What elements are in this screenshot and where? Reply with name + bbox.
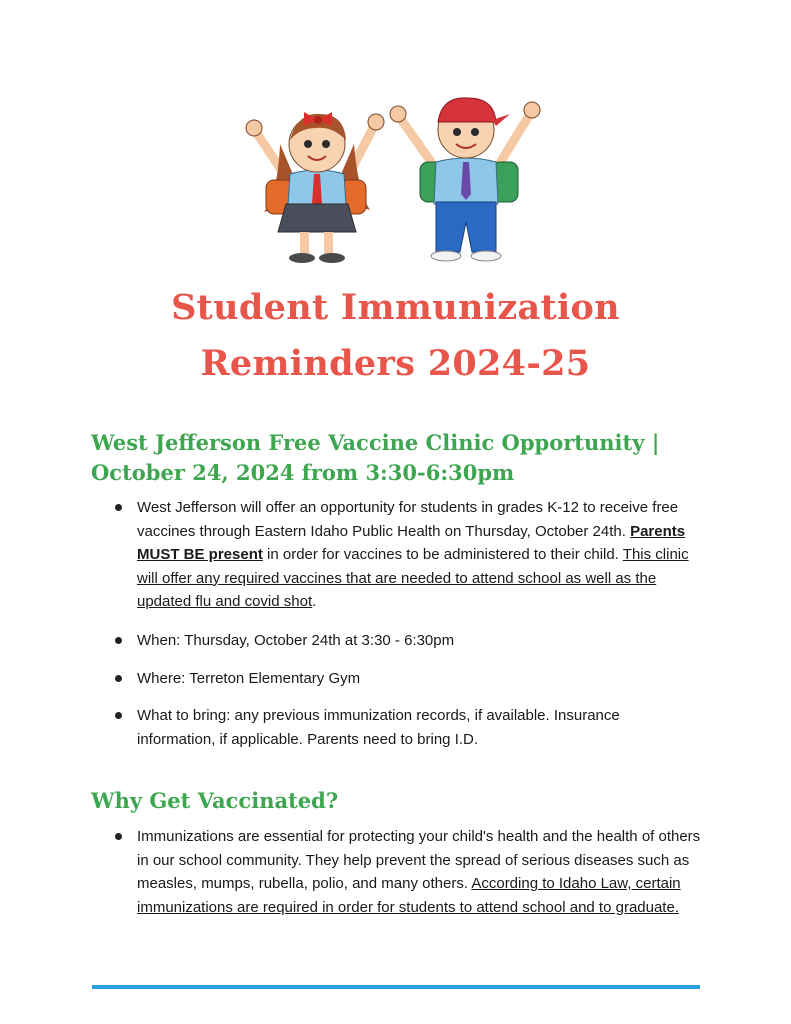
page-title-line-2: Reminders 2024-25 [200,343,591,384]
idaho-law-underlined: According to Idaho Law, certain immunizations are required in order for students to attend school and to graduate. [137,875,681,916]
why-text: Immunizations are essential for protecting your child's health and the health of others in our school community. They help prevent the spread of serious diseases such as measles, mumps, rubella, polio, and many others. [137,828,701,892]
bottom-divider [92,985,700,989]
two-students-with-backpacks-illustration [228,92,558,270]
clinic-period: . [312,593,317,610]
page-title-line-1: Student Immunization [171,287,620,328]
parents-emphasis: Parents MUST BE present [137,522,686,563]
where-bullet: Where: Terreton Elementary Gym [137,667,702,691]
girl-figure [246,112,384,263]
clinic-intro-bullet [137,496,702,614]
boy-figure [390,98,540,261]
what-to-bring-bullet: What to bring: any previous immunization records, if available. Insurance information, if applicable. Parents need to bring I.D. [137,704,702,751]
when-bullet: When: Thursday, October 24th at 3:30 - 6:30pm [137,629,702,653]
why-vaccinated-bullet [137,825,702,919]
parents-rest: in order for vaccines to be administered to their child. [262,546,619,563]
clinic-intro-text: West Jefferson will offer an opportunity for students in grades K-12 to receive free vaccines through Eastern Idaho Public Health on Thursday, October 24th. [137,499,679,540]
clinic-heading-line-2: October 24, 2024 from 3:30-6:30pm [91,460,515,485]
clinic-vaccines-underlined: This clinic will offer any required vaccines that are needed to attend school as well as the updated flu and covid shot [137,546,689,610]
clinic-heading [91,428,711,488]
why-vaccinated-heading: Why Get Vaccinated? [91,788,339,813]
clinic-heading-line-1: West Jefferson Free Vaccine Clinic Opportunity | [91,430,660,455]
